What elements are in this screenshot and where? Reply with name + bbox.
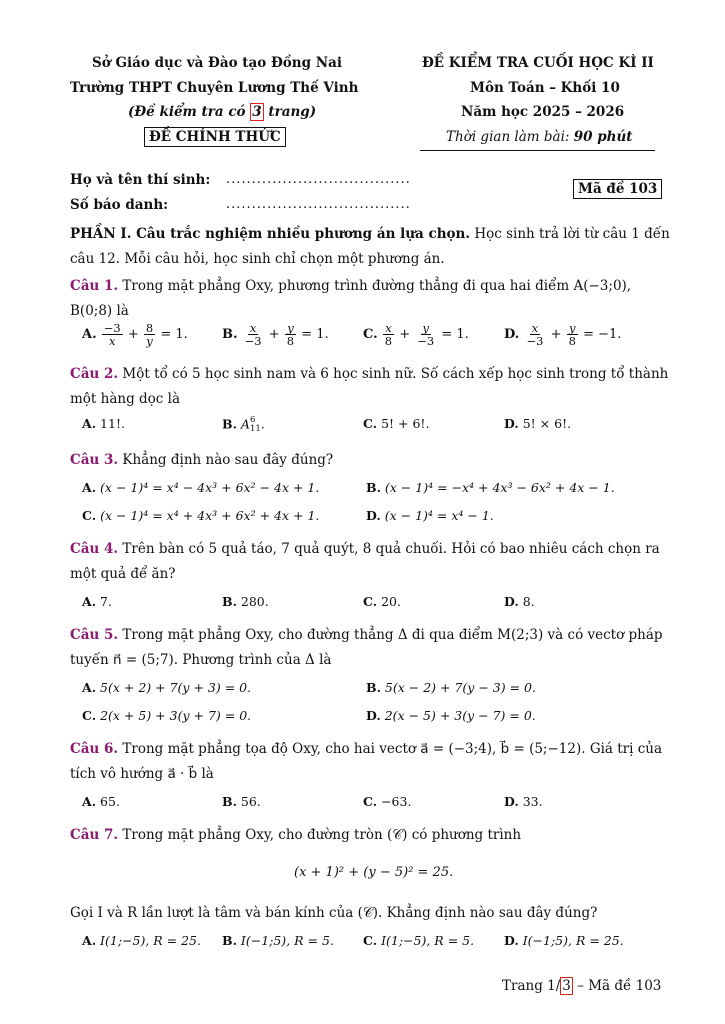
- q4-option-b[interactable]: [222, 594, 269, 609]
- page-count-post: trang): [263, 104, 317, 120]
- duration-value: 90 phút: [573, 129, 633, 145]
- question-3: [70, 447, 333, 473]
- q4-b-letter: B.: [222, 594, 237, 609]
- q5-option-d[interactable]: [366, 708, 536, 723]
- question-5-text: Trong mặt phẳng Oxy, cho đường thẳng Δ đi qua điểm M(2;3) và có vectơ pháp: [118, 627, 663, 643]
- q4-d-letter: D.: [504, 594, 519, 609]
- footer-page-label: Trang 1/: [502, 978, 561, 994]
- q6-b-letter: B.: [222, 794, 237, 809]
- question-5-text-line2: tuyến n⃗ = (5;7). Phương trình của Δ là: [70, 652, 332, 668]
- q3-b-letter: B.: [366, 480, 381, 495]
- question-4: [70, 536, 660, 562]
- q5-a-letter: A.: [82, 680, 97, 695]
- part1-intro-line2: câu 12. Mỗi câu hỏi, học sinh chỉ chọn một phương án.: [70, 251, 445, 267]
- q4-option-d[interactable]: [504, 594, 535, 609]
- question-1: [70, 273, 631, 299]
- q7-c-letter: C.: [363, 933, 378, 948]
- q6-c-value: −63.: [381, 794, 412, 809]
- q3-option-a[interactable]: [82, 480, 319, 495]
- official-exam-label: ĐỀ CHÍNH THỨC: [144, 127, 286, 147]
- q7-option-a[interactable]: [82, 933, 201, 948]
- question-7-text: Trong mặt phẳng Oxy, cho đường tròn (𝒞) có phương trình: [118, 827, 522, 843]
- subject-grade: Môn Toán – Khối 10: [470, 80, 620, 96]
- question-7: [70, 822, 521, 848]
- q4-b-value: 280.: [240, 594, 269, 609]
- q6-option-a[interactable]: [82, 794, 120, 809]
- q6-d-letter: D.: [504, 794, 519, 809]
- school-name: Trường THPT Chuyên Lương Thế Vinh: [70, 80, 359, 96]
- part1-intro: [70, 221, 670, 247]
- q6-option-d[interactable]: [504, 794, 543, 809]
- q2-c-letter: C.: [363, 416, 378, 431]
- q3-a-letter: A.: [82, 480, 97, 495]
- q2-c-value: 5! + 6!.: [381, 416, 430, 431]
- q6-a-value: 65.: [100, 794, 120, 809]
- q6-option-c[interactable]: [363, 794, 411, 809]
- q7-b-letter: B.: [222, 933, 237, 948]
- q6-a-letter: A.: [82, 794, 97, 809]
- student-name-label: Họ và tên thí sinh:: [70, 172, 211, 188]
- question-2-label: Câu 2.: [70, 366, 119, 382]
- question-3-text: Khẳng định nào sau đây đúng?: [118, 452, 334, 468]
- q1-option-b-letter: B.: [222, 327, 238, 342]
- question-1-text-line2: B(0;8) là: [70, 303, 129, 319]
- q7-option-d[interactable]: [504, 933, 624, 948]
- question-5-label: Câu 5.: [70, 627, 119, 643]
- q5-a-value: 5(x + 2) + 7(y + 3) = 0.: [100, 680, 252, 695]
- q3-option-d[interactable]: [366, 508, 494, 523]
- q5-d-letter: D.: [366, 708, 381, 723]
- q3-c-value: (x − 1)⁴ = x⁴ + 4x³ + 6x² + 4x + 1.: [100, 508, 320, 523]
- q1-option-a[interactable]: A. $\frac{-3}{x}$ + $\frac{8}{y}$ = 1.: [82, 321, 188, 348]
- header-rule: [420, 150, 655, 151]
- q3-d-value: (x − 1)⁴ = x⁴ − 1.: [384, 508, 494, 523]
- q7-d-letter: D.: [504, 933, 519, 948]
- q1-option-d[interactable]: D. $\frac{x}{-3}$ + $\frac{y}{8}$ = −1.: [504, 321, 622, 348]
- q4-c-letter: C.: [363, 594, 378, 609]
- q4-c-value: 20.: [381, 594, 401, 609]
- question-7-equation: (x + 1)² + (y − 5)² = 25.: [294, 865, 454, 880]
- q5-d-value: 2(x − 5) + 3(y − 7) = 0.: [384, 708, 536, 723]
- question-4-text: Trên bàn có 5 quả táo, 7 quả quýt, 8 quả chuối. Hỏi có bao nhiêu cách chọn ra: [118, 541, 660, 557]
- footer-total-pages: 3: [562, 978, 571, 994]
- page-footer: [502, 978, 661, 994]
- q1-option-d-letter: D.: [504, 327, 520, 342]
- q5-c-letter: C.: [82, 708, 97, 723]
- page-count-pre: (Đề kiểm tra có: [128, 104, 251, 120]
- q2-a-letter: A.: [82, 416, 97, 431]
- q5-option-c[interactable]: [82, 708, 251, 723]
- q3-a-value: (x − 1)⁴ = x⁴ − 4x³ + 6x² − 4x + 1.: [100, 480, 320, 495]
- q6-c-letter: C.: [363, 794, 378, 809]
- q3-b-value: (x − 1)⁴ = −x⁴ + 4x³ − 6x² + 4x − 1.: [384, 480, 615, 495]
- footer-exam-code: – Mã đề 103: [572, 978, 662, 994]
- question-1-label: Câu 1.: [70, 278, 119, 294]
- q2-option-b[interactable]: B. A 6 11 .: [222, 415, 265, 434]
- exam-duration: [446, 129, 633, 145]
- q2-option-d[interactable]: [504, 416, 571, 431]
- school-year: Năm học 2025 – 2026: [461, 104, 625, 120]
- q4-option-c[interactable]: [363, 594, 401, 609]
- question-7-text-line2: Gọi I và R lần lượt là tâm và bán kính của (𝒞). Khẳng định nào sau đây đúng?: [70, 905, 598, 921]
- q4-a-letter: A.: [82, 594, 97, 609]
- duration-label: Thời gian làm bài:: [446, 129, 574, 145]
- question-7-label: Câu 7.: [70, 827, 119, 843]
- q3-option-c[interactable]: [82, 508, 319, 523]
- question-6-label: Câu 6.: [70, 741, 119, 757]
- q5-option-b[interactable]: [366, 680, 536, 695]
- q4-a-value: 7.: [100, 594, 112, 609]
- part1-intro-rest: Học sinh trả lời từ câu 1 đến: [470, 226, 670, 242]
- q2-b-value: A: [240, 416, 250, 432]
- exam-code-box: Mã đề 103: [573, 179, 662, 199]
- question-4-text-line2: một quả để ăn?: [70, 566, 176, 582]
- student-id-label: Số báo danh:: [70, 197, 169, 213]
- q2-d-letter: D.: [504, 416, 519, 431]
- question-6-text-line2: tích vô hướng a⃗ · b⃗ là: [70, 766, 214, 782]
- question-1-text: Trong mặt phẳng Oxy, phương trình đường thẳng đi qua hai điểm A(−3;0),: [118, 278, 632, 294]
- q6-b-value: 56.: [240, 794, 261, 809]
- q2-option-c[interactable]: [363, 416, 429, 431]
- question-2-text-line2: một hàng dọc là: [70, 391, 181, 407]
- q4-option-a[interactable]: [82, 594, 112, 609]
- part1-title: PHẦN I. Câu trắc nghiệm nhiều phương án lựa chọn.: [70, 226, 471, 242]
- q5-option-a[interactable]: [82, 680, 251, 695]
- q1-option-c[interactable]: C. $\frac{x}{8}$ + $\frac{y}{-3}$ = 1.: [363, 321, 469, 348]
- student-id-field[interactable]: ....................................: [226, 197, 411, 212]
- question-6-text: Trong mặt phẳng tọa độ Oxy, cho hai vectơ a⃗ = (−3;4), b⃗ = (5;−12). Giá trị của: [118, 741, 663, 757]
- q4-d-value: 8.: [522, 594, 535, 609]
- department-name: Sở Giáo dục và Đào tạo Đồng Nai: [92, 55, 342, 71]
- question-3-label: Câu 3.: [70, 452, 119, 468]
- question-4-label: Câu 4.: [70, 541, 119, 557]
- q7-b-value: I(−1;5), R = 5.: [240, 933, 334, 948]
- q7-a-letter: A.: [82, 933, 97, 948]
- student-name-field[interactable]: ....................................: [226, 172, 411, 187]
- q7-option-c[interactable]: [363, 933, 474, 948]
- q3-d-letter: D.: [366, 508, 381, 523]
- q3-c-letter: C.: [82, 508, 97, 523]
- q5-b-letter: B.: [366, 680, 381, 695]
- page-count-note: [128, 104, 316, 120]
- q3-option-b[interactable]: [366, 480, 615, 495]
- q1-option-c-letter: C.: [363, 327, 378, 342]
- q5-b-value: 5(x − 2) + 7(y − 3) = 0.: [384, 680, 536, 695]
- question-6: [70, 736, 662, 762]
- q2-a-value: 11!.: [100, 416, 125, 431]
- q7-option-b[interactable]: [222, 933, 334, 948]
- q7-c-value: I(1;−5), R = 5.: [381, 933, 475, 948]
- q1-option-b[interactable]: B. $\frac{x}{-3}$ + $\frac{y}{8}$ = 1.: [222, 321, 329, 348]
- q7-a-value: I(1;−5), R = 25.: [100, 933, 201, 948]
- question-2-text: Một tổ có 5 học sinh nam và 6 học sinh nữ. Số cách xếp học sinh trong tổ thành: [118, 366, 669, 382]
- question-5: [70, 622, 663, 648]
- q2-b-letter: B.: [222, 416, 237, 432]
- q6-option-b[interactable]: [222, 794, 261, 809]
- exam-title: ĐỀ KIỂM TRA CUỐI HỌC KÌ II: [422, 55, 654, 71]
- q5-c-value: 2(x + 5) + 3(y + 7) = 0.: [100, 708, 252, 723]
- q1-option-a-letter: A.: [82, 327, 97, 342]
- q7-d-value: I(−1;5), R = 25.: [522, 933, 624, 948]
- q6-d-value: 33.: [522, 794, 543, 809]
- question-2: [70, 361, 668, 387]
- page-count-number: 3: [252, 104, 262, 120]
- q2-d-value: 5! × 6!.: [522, 416, 572, 431]
- q2-option-a[interactable]: [82, 416, 125, 431]
